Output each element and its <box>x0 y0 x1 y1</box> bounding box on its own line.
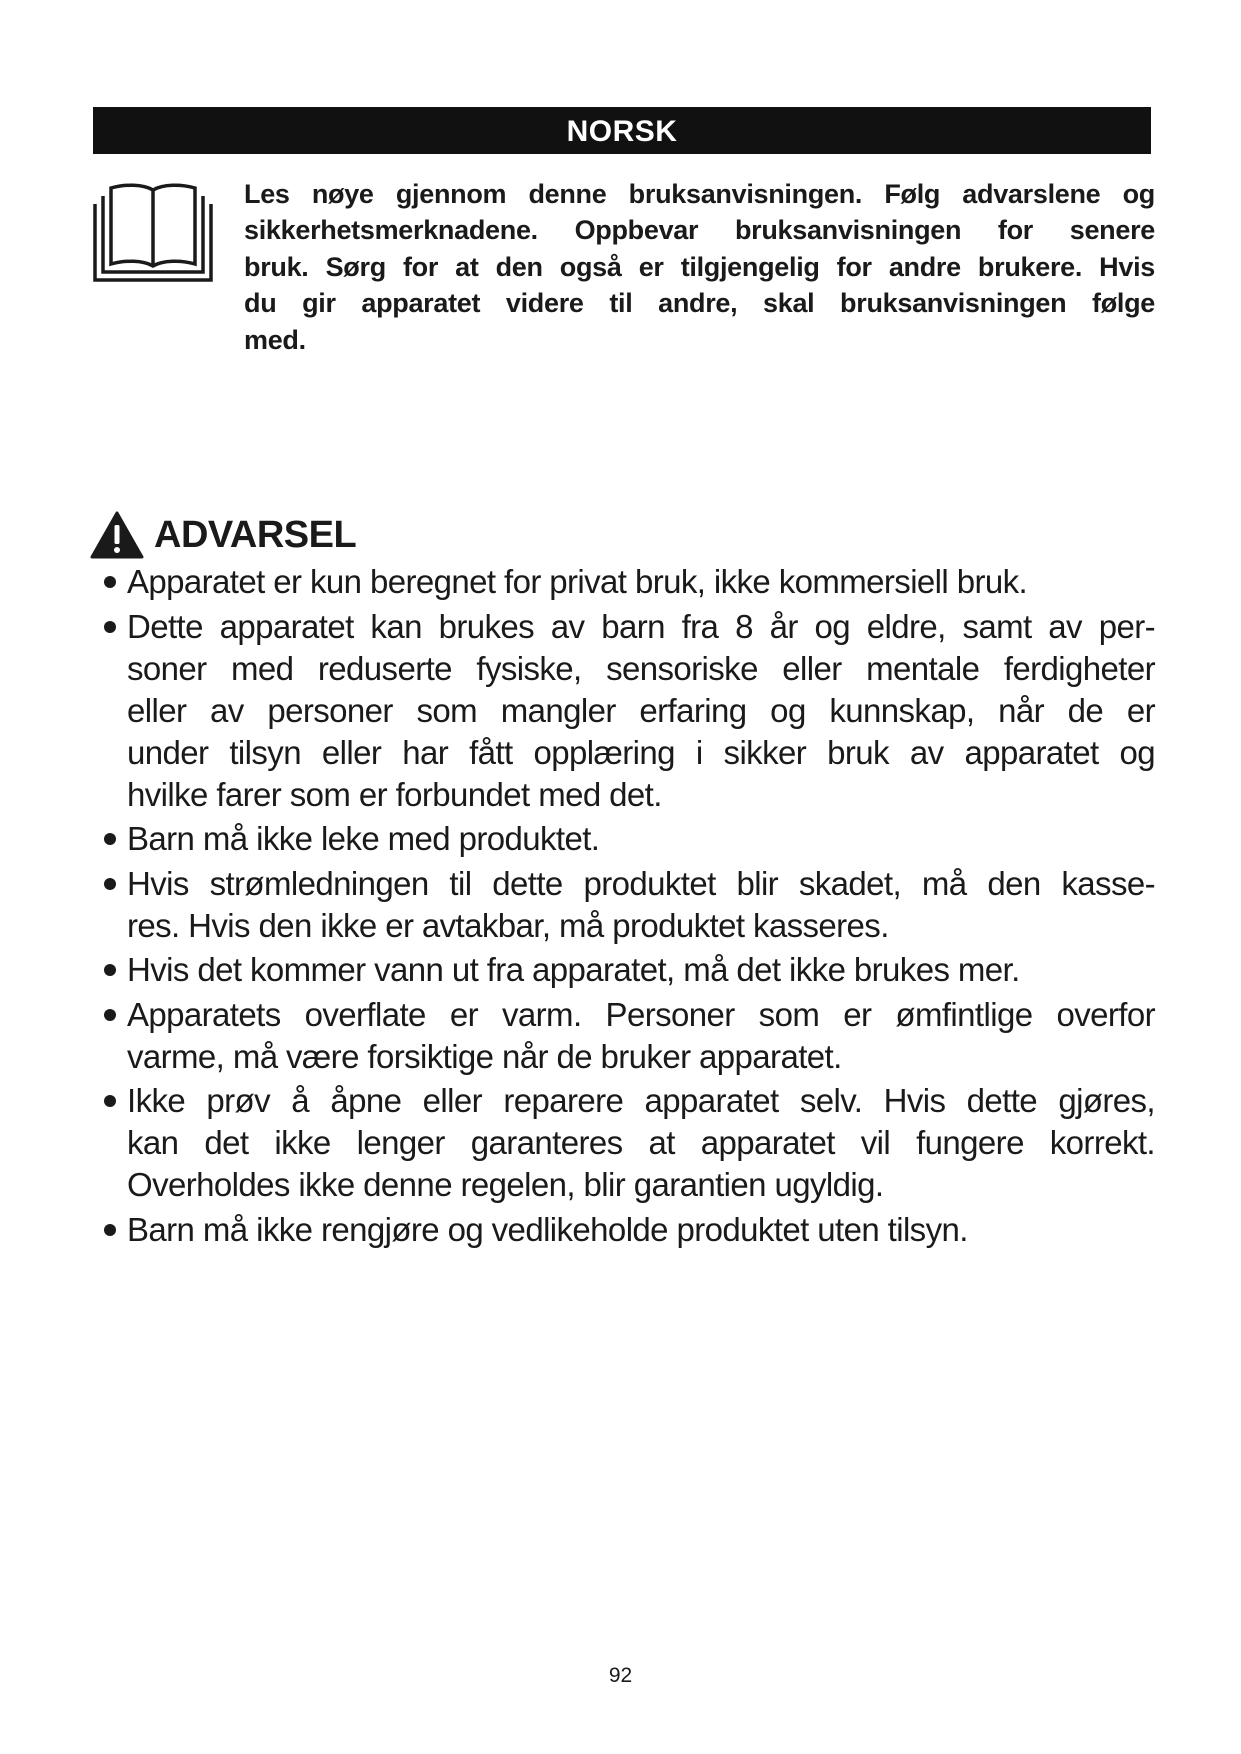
section-title: NORSK <box>566 115 678 148</box>
list-item-line: soner med reduserte fysiske, sensoriske eller mentale ferdigheter <box>127 649 1155 687</box>
list-item-line: hvilke farer som er forbundet med det. <box>127 775 662 813</box>
intro-line: med. <box>244 324 306 355</box>
list-item-line: Hvis det kommer vann ut fra apparatet, må det ikke brukes mer. <box>127 951 1020 988</box>
warning-list <box>104 561 1155 1253</box>
intro-line: bruk. Sørg for at den også er tilgjengelig for andre brukere. Hvis <box>244 251 1155 282</box>
list-item-line: Apparatet er kun beregnet for privat bruk, ikke kommersiell bruk. <box>127 563 1028 600</box>
warning-triangle-icon <box>90 511 144 559</box>
warning-heading <box>90 510 356 560</box>
bullet-icon <box>104 1224 116 1236</box>
list-item <box>104 1080 1155 1206</box>
warning-title: ADVARSEL <box>154 513 357 556</box>
list-item-line: Overholdes ikke denne regelen, blir garantien ugyldig. <box>127 1166 884 1203</box>
list-item <box>104 949 1155 991</box>
list-item-line: Barn må ikke rengjøre og vedlikeholde produktet uten tilsyn. <box>127 1210 968 1248</box>
intro-line: du gir apparatet videre til andre, skal bruksanvisningen følge <box>244 288 1155 319</box>
intro-line: sikkerhetsmerknadene. Oppbevar bruksanvisningen for senere <box>244 215 1155 246</box>
list-item-line: kan det ikke lenger garanteres at apparatet vil fungere korrekt. <box>127 1124 1155 1161</box>
list-item-line: varme, må være forsiktige når de bruker apparatet. <box>127 1037 842 1075</box>
list-item-line: res. Hvis den ikke er avtakbar, må produktet kasseres. <box>127 906 889 944</box>
list-item-line: Hvis strømledningen til dette produktet blir skadet, må den kasse- <box>127 864 1155 902</box>
bullet-icon <box>104 833 116 845</box>
list-item <box>104 863 1155 947</box>
list-item <box>104 561 1155 603</box>
bullet-icon <box>104 1009 116 1021</box>
list-item-line: Apparatets overflate er varm. Personer som er ømfintlige overfor <box>127 995 1155 1033</box>
intro-line: Les nøye gjennom denne bruksanvisningen. Følg advarslene og <box>244 179 1155 209</box>
bullet-icon <box>104 576 116 588</box>
bullet-icon <box>104 621 116 633</box>
list-item-line: Barn må ikke leke med produktet. <box>127 820 600 857</box>
bullet-icon <box>104 878 116 890</box>
list-item <box>104 994 1155 1078</box>
list-item <box>104 1209 1155 1251</box>
bullet-icon <box>104 1095 116 1107</box>
page-number: 92 <box>608 1664 633 1687</box>
section-header-bar <box>93 107 1151 154</box>
open-book-icon <box>93 180 213 282</box>
intro-text <box>244 176 1155 358</box>
list-item-line: eller av personer som mangler erfaring og kunnskap, når de er <box>127 691 1155 729</box>
list-item <box>104 606 1155 816</box>
list-item-line: under tilsyn eller har fått opplæring i sikker bruk av apparatet og <box>127 733 1155 771</box>
list-item <box>104 818 1155 860</box>
list-item-line: Ikke prøv å åpne eller reparere apparatet selv. Hvis dette gjøres, <box>127 1082 1155 1119</box>
bullet-icon <box>104 964 116 976</box>
list-item-line: Dette apparatet kan brukes av barn fra 8 år og eldre, samt av per- <box>127 607 1155 645</box>
